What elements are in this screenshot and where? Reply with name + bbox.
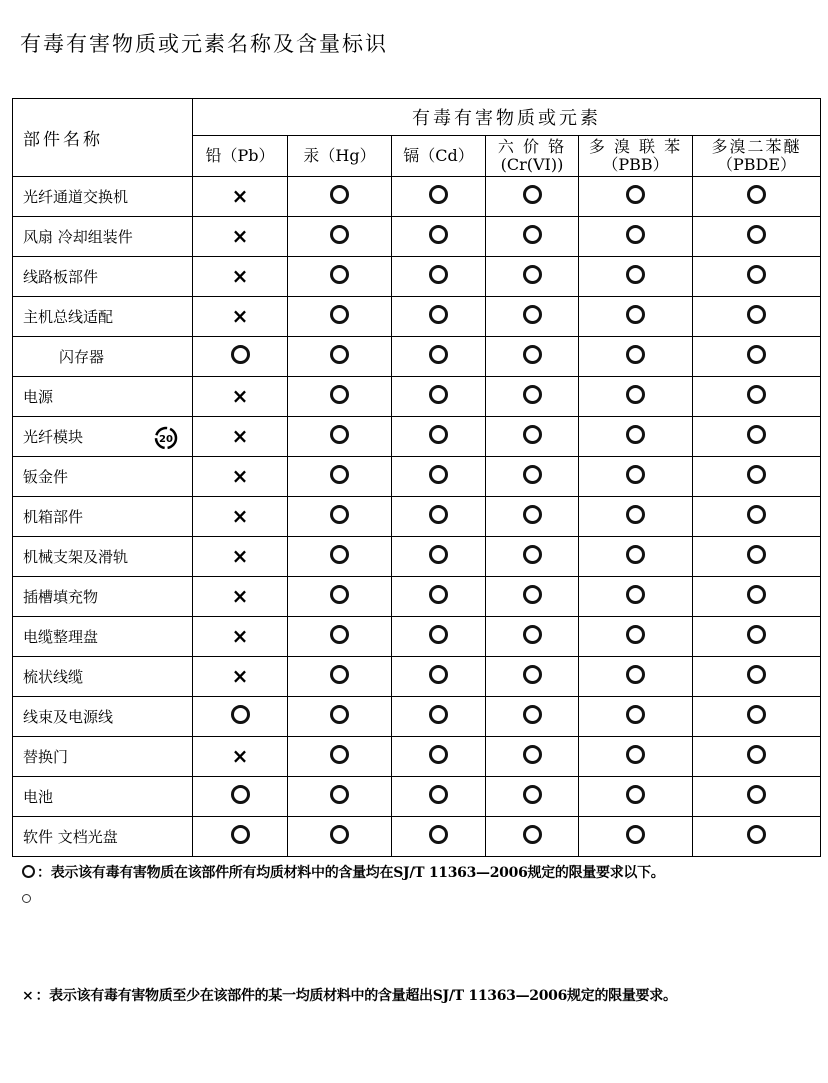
table-row xyxy=(13,417,821,457)
compliant-circle-icon xyxy=(523,705,542,724)
compliant-circle-icon xyxy=(429,785,448,804)
epup-number: 20 xyxy=(159,434,173,445)
part-name-cell xyxy=(13,777,193,817)
compliant-circle-icon xyxy=(429,225,448,244)
mark-cell xyxy=(193,737,288,777)
part-name: 插槽填充物 xyxy=(23,588,99,606)
part-name: 线束及电源线 xyxy=(23,708,114,726)
cross-icon: × xyxy=(22,988,34,1004)
compliant-circle-icon xyxy=(523,265,542,284)
compliant-circle-icon xyxy=(747,385,766,404)
table-row xyxy=(13,617,821,657)
substance-code: (Cr(VI)) xyxy=(500,155,564,174)
mark-cell xyxy=(579,217,693,257)
compliant-circle-icon xyxy=(626,745,645,764)
mark-cell xyxy=(579,497,693,537)
compliant-circle-icon xyxy=(330,825,349,844)
mark-cell xyxy=(288,617,392,657)
mark-cell xyxy=(193,417,288,457)
substance-name: 多溴二苯醚 xyxy=(711,137,802,156)
mark-cell xyxy=(693,577,821,617)
compliant-circle-icon xyxy=(747,665,766,684)
compliant-circle-icon xyxy=(626,345,645,364)
compliant-circle-icon xyxy=(747,225,766,244)
compliant-circle-icon xyxy=(626,705,645,724)
mark-cell xyxy=(392,697,486,737)
part-name: 风扇 冷却组装件 xyxy=(23,228,133,246)
exceeds-cross-icon: × xyxy=(231,264,249,288)
compliant-circle-icon xyxy=(429,705,448,724)
mark-cell xyxy=(693,737,821,777)
mark-cell xyxy=(392,377,486,417)
mark-cell xyxy=(288,497,392,537)
table-row xyxy=(13,217,821,257)
compliant-circle-icon xyxy=(626,465,645,484)
compliant-circle-icon xyxy=(330,585,349,604)
mark-cell xyxy=(693,697,821,737)
mark-cell xyxy=(288,537,392,577)
exceeds-cross-icon: × xyxy=(231,544,249,568)
compliant-circle-icon xyxy=(330,505,349,524)
table-row xyxy=(13,537,821,577)
table-row xyxy=(13,457,821,497)
mark-cell xyxy=(193,657,288,697)
part-name: 电池 xyxy=(23,788,54,806)
compliant-circle-icon xyxy=(231,345,250,364)
small-circle-icon xyxy=(22,894,31,903)
mark-cell xyxy=(392,577,486,617)
table-row xyxy=(13,337,821,377)
compliant-circle-icon xyxy=(626,265,645,284)
part-name-cell xyxy=(13,737,193,777)
table-row xyxy=(13,377,821,417)
epup-recycle-icon xyxy=(153,425,179,451)
mark-cell xyxy=(579,697,693,737)
mark-cell xyxy=(193,697,288,737)
substance-header xyxy=(193,136,288,177)
compliant-circle-icon xyxy=(429,625,448,644)
mark-cell xyxy=(392,817,486,857)
mark-cell xyxy=(579,257,693,297)
exceeds-cross-icon: × xyxy=(231,744,249,768)
mark-cell xyxy=(693,177,821,217)
mark-cell xyxy=(693,457,821,497)
compliant-circle-icon xyxy=(523,665,542,684)
part-name: 机箱部件 xyxy=(23,508,84,526)
mark-cell xyxy=(193,817,288,857)
compliant-circle-icon xyxy=(429,185,448,204)
compliant-circle-icon xyxy=(429,545,448,564)
compliant-circle-icon xyxy=(626,185,645,204)
part-name-cell xyxy=(13,617,193,657)
compliant-circle-icon xyxy=(523,185,542,204)
compliant-circle-icon xyxy=(330,185,349,204)
part-name-cell xyxy=(13,697,193,737)
mark-cell xyxy=(392,177,486,217)
mark-cell xyxy=(288,457,392,497)
circle-icon xyxy=(22,865,35,878)
part-name: 钣金件 xyxy=(23,468,69,486)
table-row xyxy=(13,257,821,297)
compliant-circle-icon xyxy=(429,505,448,524)
part-name-cell xyxy=(13,177,193,217)
mark-cell xyxy=(288,177,392,217)
mark-cell xyxy=(486,377,579,417)
part-name: 主机总线适配 xyxy=(23,308,114,326)
mark-cell xyxy=(693,377,821,417)
compliant-circle-icon xyxy=(523,305,542,324)
compliant-circle-icon xyxy=(626,305,645,324)
mark-cell xyxy=(486,217,579,257)
substance-name: 铅 xyxy=(205,146,222,165)
part-name-header: 部件名称 xyxy=(13,99,193,177)
mark-cell xyxy=(392,657,486,697)
compliant-circle-icon xyxy=(747,185,766,204)
mark-cell xyxy=(486,297,579,337)
compliant-circle-icon xyxy=(231,825,250,844)
mark-cell xyxy=(579,177,693,217)
substance-group-header: 有毒有害物质或元素 xyxy=(193,99,821,136)
substance-code: （Cd） xyxy=(419,146,474,165)
mark-cell xyxy=(288,417,392,457)
part-name-cell xyxy=(13,497,193,537)
mark-cell xyxy=(693,617,821,657)
mark-cell xyxy=(392,217,486,257)
compliant-circle-icon xyxy=(523,465,542,484)
compliant-circle-icon xyxy=(747,785,766,804)
compliant-circle-icon xyxy=(330,425,349,444)
table-row xyxy=(13,577,821,617)
compliant-circle-icon xyxy=(429,745,448,764)
circle-note-text: ：表示该有毒有害物质在该部件所有均质材料中的含量均在SJ/T 11363—2006规定的限量要求以下。 xyxy=(37,865,665,881)
mark-cell xyxy=(486,817,579,857)
substance-code: （PBB） xyxy=(602,155,669,174)
part-name: 替换门 xyxy=(23,748,69,766)
part-name-cell xyxy=(13,417,193,457)
compliant-circle-icon xyxy=(429,305,448,324)
mark-cell xyxy=(193,617,288,657)
compliant-circle-icon xyxy=(747,465,766,484)
mark-cell xyxy=(392,777,486,817)
part-name: 梳状线缆 xyxy=(23,668,84,686)
mark-cell xyxy=(288,697,392,737)
mark-cell xyxy=(288,377,392,417)
compliant-circle-icon xyxy=(523,225,542,244)
compliant-circle-icon xyxy=(330,705,349,724)
part-name-cell xyxy=(13,337,193,377)
compliant-circle-icon xyxy=(231,705,250,724)
compliant-circle-icon xyxy=(523,505,542,524)
mark-cell xyxy=(579,377,693,417)
compliant-circle-icon xyxy=(523,745,542,764)
part-name-cell xyxy=(13,537,193,577)
part-name: 软件 文档光盘 xyxy=(23,828,118,846)
mark-cell xyxy=(392,297,486,337)
exceeds-cross-icon: × xyxy=(231,304,249,328)
compliant-circle-icon xyxy=(523,625,542,644)
part-name: 机械支架及滑轨 xyxy=(23,548,129,566)
mark-cell xyxy=(193,257,288,297)
mark-cell xyxy=(486,777,579,817)
mark-cell xyxy=(693,297,821,337)
substance-header xyxy=(486,136,579,177)
circle-legend-note xyxy=(22,862,665,882)
mark-cell xyxy=(193,337,288,377)
mark-cell xyxy=(579,417,693,457)
compliant-circle-icon xyxy=(429,585,448,604)
mark-cell xyxy=(193,777,288,817)
mark-cell xyxy=(392,497,486,537)
exceeds-cross-icon: × xyxy=(231,584,249,608)
part-name-cell xyxy=(13,297,193,337)
mark-cell xyxy=(486,497,579,537)
mark-cell xyxy=(579,297,693,337)
compliant-circle-icon xyxy=(747,625,766,644)
compliant-circle-icon xyxy=(330,545,349,564)
mark-cell xyxy=(392,457,486,497)
mark-cell xyxy=(193,177,288,217)
exceeds-cross-icon: × xyxy=(231,424,249,448)
mark-cell xyxy=(193,297,288,337)
mark-cell xyxy=(288,257,392,297)
cross-legend-note xyxy=(22,985,677,1005)
part-name: 闪存器 xyxy=(59,348,105,366)
mark-cell xyxy=(392,617,486,657)
part-name-cell xyxy=(13,257,193,297)
table-row xyxy=(13,177,821,217)
mark-cell xyxy=(193,537,288,577)
mark-cell xyxy=(486,537,579,577)
substance-header xyxy=(392,136,486,177)
part-name: 线路板部件 xyxy=(23,268,99,286)
mark-cell xyxy=(486,697,579,737)
hazardous-substances-table xyxy=(12,98,821,857)
mark-cell xyxy=(288,217,392,257)
table-row xyxy=(13,297,821,337)
mark-cell xyxy=(486,337,579,377)
compliant-circle-icon xyxy=(523,385,542,404)
substance-name: 六 价 铬 xyxy=(497,137,567,156)
mark-cell xyxy=(193,497,288,537)
substance-header xyxy=(693,136,821,177)
compliant-circle-icon xyxy=(429,265,448,284)
part-name-cell xyxy=(13,657,193,697)
mark-cell xyxy=(193,457,288,497)
compliant-circle-icon xyxy=(330,225,349,244)
mark-cell xyxy=(693,497,821,537)
part-name-cell xyxy=(13,457,193,497)
mark-cell xyxy=(288,297,392,337)
substance-code: （Pb） xyxy=(221,146,275,165)
compliant-circle-icon xyxy=(330,625,349,644)
compliant-circle-icon xyxy=(429,345,448,364)
mark-cell xyxy=(392,417,486,457)
compliant-circle-icon xyxy=(747,265,766,284)
mark-cell xyxy=(486,257,579,297)
mark-cell xyxy=(193,577,288,617)
mark-cell xyxy=(193,377,288,417)
exceeds-cross-icon: × xyxy=(231,224,249,248)
substance-name: 汞 xyxy=(303,146,320,165)
compliant-circle-icon xyxy=(330,305,349,324)
part-name: 光纤模块 xyxy=(23,428,84,446)
cross-note-text: ：表示该有毒有害物质至少在该部件的某一均质材料中的含量超出SJ/T 11363—2006规定的限量要求。 xyxy=(35,988,677,1004)
compliant-circle-icon xyxy=(626,625,645,644)
mark-cell xyxy=(693,777,821,817)
mark-cell xyxy=(486,577,579,617)
substance-name: 多 溴 联 苯 xyxy=(588,137,683,156)
compliant-circle-icon xyxy=(330,265,349,284)
substance-code: （Hg） xyxy=(319,146,376,165)
mark-cell xyxy=(392,737,486,777)
compliant-circle-icon xyxy=(626,425,645,444)
compliant-circle-icon xyxy=(429,465,448,484)
substance-header xyxy=(288,136,392,177)
mark-cell xyxy=(693,417,821,457)
compliant-circle-icon xyxy=(626,665,645,684)
mark-cell xyxy=(693,337,821,377)
compliant-circle-icon xyxy=(523,785,542,804)
exceeds-cross-icon: × xyxy=(231,624,249,648)
compliant-circle-icon xyxy=(429,665,448,684)
table-row xyxy=(13,497,821,537)
compliant-circle-icon xyxy=(626,385,645,404)
compliant-circle-icon xyxy=(429,385,448,404)
compliant-circle-icon xyxy=(523,545,542,564)
part-name-cell xyxy=(13,817,193,857)
page-title: 有毒有害物质或元素名称及含量标识 xyxy=(20,32,388,56)
mark-cell xyxy=(579,617,693,657)
compliant-circle-icon xyxy=(626,585,645,604)
mark-cell xyxy=(579,457,693,497)
mark-cell xyxy=(693,257,821,297)
mark-cell xyxy=(288,777,392,817)
compliant-circle-icon xyxy=(626,505,645,524)
part-name: 电源 xyxy=(23,388,54,406)
table-row xyxy=(13,817,821,857)
compliant-circle-icon xyxy=(626,225,645,244)
mark-cell xyxy=(486,177,579,217)
compliant-circle-icon xyxy=(747,585,766,604)
exceeds-cross-icon: × xyxy=(231,664,249,688)
mark-cell xyxy=(486,617,579,657)
compliant-circle-icon xyxy=(523,345,542,364)
exceeds-cross-icon: × xyxy=(231,384,249,408)
compliant-circle-icon xyxy=(330,345,349,364)
table-row xyxy=(13,777,821,817)
mark-cell xyxy=(392,257,486,297)
mark-cell xyxy=(579,737,693,777)
mark-cell xyxy=(392,537,486,577)
mark-cell xyxy=(486,417,579,457)
exceeds-cross-icon: × xyxy=(231,464,249,488)
mark-cell xyxy=(288,657,392,697)
table-row xyxy=(13,697,821,737)
compliant-circle-icon xyxy=(523,825,542,844)
compliant-circle-icon xyxy=(626,545,645,564)
compliant-circle-icon xyxy=(429,825,448,844)
exceeds-cross-icon: × xyxy=(231,504,249,528)
mark-cell xyxy=(579,657,693,697)
mark-cell xyxy=(693,657,821,697)
compliant-circle-icon xyxy=(330,665,349,684)
compliant-circle-icon xyxy=(747,825,766,844)
substance-name: 镉 xyxy=(403,146,420,165)
mark-cell xyxy=(288,737,392,777)
mark-cell xyxy=(486,737,579,777)
compliant-circle-icon xyxy=(330,785,349,804)
substance-header xyxy=(579,136,693,177)
compliant-circle-icon xyxy=(429,425,448,444)
compliant-circle-icon xyxy=(330,745,349,764)
mark-cell xyxy=(193,217,288,257)
mark-cell xyxy=(486,457,579,497)
mark-cell xyxy=(579,777,693,817)
mark-cell xyxy=(486,657,579,697)
compliant-circle-icon xyxy=(330,385,349,404)
mark-cell xyxy=(579,337,693,377)
table-row xyxy=(13,737,821,777)
part-name: 电缆整理盘 xyxy=(23,628,99,646)
compliant-circle-icon xyxy=(747,545,766,564)
compliant-circle-icon xyxy=(330,465,349,484)
mark-cell xyxy=(579,577,693,617)
compliant-circle-icon xyxy=(747,425,766,444)
table-row xyxy=(13,657,821,697)
compliant-circle-icon xyxy=(747,505,766,524)
part-name: 光纤通道交换机 xyxy=(23,188,129,206)
compliant-circle-icon xyxy=(747,345,766,364)
compliant-circle-icon xyxy=(626,825,645,844)
mark-cell xyxy=(579,817,693,857)
mark-cell xyxy=(693,537,821,577)
compliant-circle-icon xyxy=(747,305,766,324)
mark-cell xyxy=(288,817,392,857)
compliant-circle-icon xyxy=(747,745,766,764)
mark-cell xyxy=(693,817,821,857)
part-name-cell xyxy=(13,577,193,617)
compliant-circle-icon xyxy=(747,705,766,724)
exceeds-cross-icon: × xyxy=(231,184,249,208)
part-name-cell xyxy=(13,377,193,417)
mark-cell xyxy=(579,537,693,577)
mark-cell xyxy=(392,337,486,377)
small-circle-mark xyxy=(22,892,31,906)
substance-code: （PBDE） xyxy=(717,155,797,174)
compliant-circle-icon xyxy=(523,425,542,444)
mark-cell xyxy=(288,337,392,377)
compliant-circle-icon xyxy=(626,785,645,804)
compliant-circle-icon xyxy=(231,785,250,804)
compliant-circle-icon xyxy=(523,585,542,604)
mark-cell xyxy=(288,577,392,617)
part-name-cell xyxy=(13,217,193,257)
mark-cell xyxy=(693,217,821,257)
